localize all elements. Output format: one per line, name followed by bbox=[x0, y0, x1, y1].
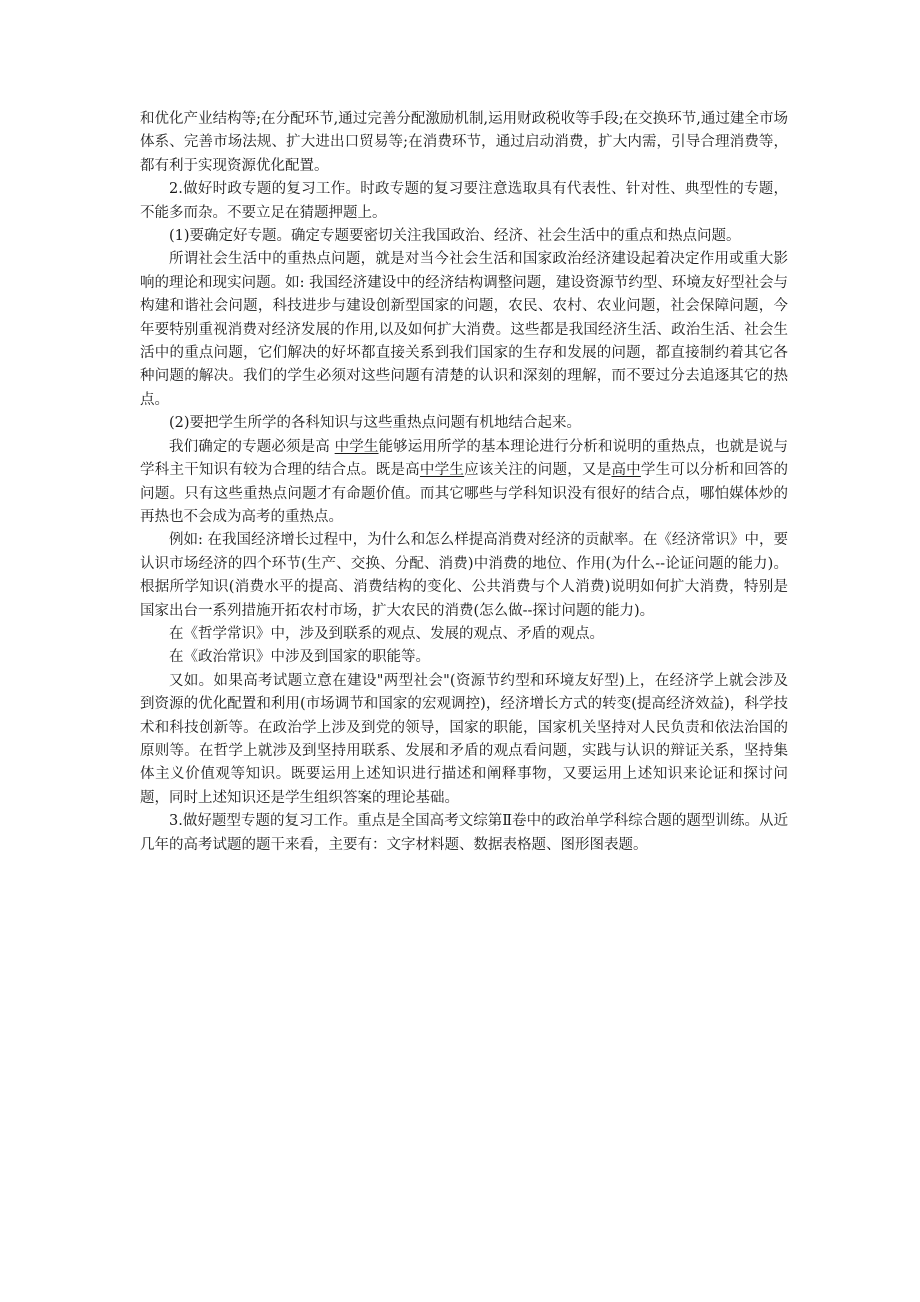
text-segment: 所谓社会生活中的重热点问题，就是对当今社会生活和国家政治经济建设起着决定作用或重大影响的理论和现实问题。如: 我国经济建设中的经济结构调整问题，建设资源节约型、环境友好型社会与构建和谐社会问题，科技进步与建设创新型国家的问题，农民、农村、农业问题，社会保障问题，今年要特别重视消费对经济发展的作用,以及如何扩大消费。这些都是我国经济生活、政治生活、社会生活中的重点问题，它们解决的好坏都直接关系到我们国家的生存和发展的问题，都直接制约着其它各种问题的解决。我们的学生必须对这些问题有清楚的认识和深刻的理解，而不要过分去追逐其它的热点。 bbox=[140, 251, 788, 408]
paragraph bbox=[140, 412, 788, 435]
text-segment: 例如: 在我国经济增长过程中，为什么和怎么样提高消费对经济的贡献率。在《经济常识》中，要认识市场经济的四个环节(生产、交换、分配、消费)中消费的地位、作用(为什么--论证问题的能力)。根据所学知识(消费水平的提高、消费结构的变化、公共消费与个人消费)说明如何扩大消费，特别是国家出台一系列措施开拓农村市场，扩大农民的消费(怎么做--探讨问题的能力)。 bbox=[140, 532, 788, 619]
paragraph bbox=[140, 623, 788, 646]
paragraph bbox=[140, 670, 788, 810]
paragraph bbox=[140, 529, 788, 623]
text-segment: 3.做好题型专题的复习工作。重点是全国高考文综第Ⅱ卷中的政治单学科综合题的题型训练。从近几年的高考试题的题干来看，主要有：文字材料题、数据表格题、图形图表题。 bbox=[140, 813, 788, 853]
paragraph bbox=[140, 646, 788, 669]
text-segment: 和优化产业结构等;在分配环节,通过完善分配激励机制,运用财政税收等手段;在交换环节,通过建全市场体系、完善市场法规、扩大进出口贸易等;在消费环节，通过启动消费，扩大内需，引导合理消费等，都有利于实现资源优化配置。 bbox=[140, 111, 788, 174]
underlined-text: 高中 bbox=[611, 462, 641, 479]
text-segment: 学生可以分析和回答的问题。只有这些重热点问题才有命题价值。而其它哪些与学科知识没有很好的结合点，哪怕媒体炒的再热也不会成为高考的重热点。 bbox=[140, 462, 789, 525]
paragraph bbox=[140, 178, 788, 225]
paragraph bbox=[140, 225, 788, 248]
text-segment: 我们确定的专题必须是高 bbox=[169, 438, 335, 455]
underlined-text: 中学生 bbox=[334, 438, 379, 455]
paragraph bbox=[140, 108, 788, 178]
document-body bbox=[140, 108, 788, 857]
paragraph bbox=[140, 248, 788, 412]
text-segment: (2)要把学生所学的各科知识与这些重热点问题有机地结合起来。 bbox=[169, 415, 582, 432]
text-segment: 应该关注的问题，又是 bbox=[464, 462, 612, 479]
text-segment: 在《哲学常识》中，涉及到联系的观点、发展的观点、矛盾的观点。 bbox=[169, 625, 604, 642]
paragraph bbox=[140, 810, 788, 857]
paragraph bbox=[140, 436, 788, 530]
underlined-text: 中学生 bbox=[419, 462, 465, 479]
text-segment: 又如。如果高考试题立意在建设"两型社会"(资源节约型和环境友好型)上，在经济学上就会涉及到资源的优化配置和利用(市场调节和国家的宏观调控)，经济增长方式的转变(提高经济效益)，科学技术和科技创新等。在政治学上涉及到党的领导，国家的职能，国家机关坚持对人民负责和依法治国的原则等。在哲学上就涉及到坚持用联系、发展和矛盾的观点看问题，实践与认识的辩证关系，坚持集体主义价值观等知识。既要运用上述知识进行描述和阐释事物，又要运用上述知识来论证和探讨问题，同时上述知识还是学生组织答案的理论基础。 bbox=[140, 672, 788, 806]
text-segment: 在《政治常识》中涉及到国家的职能等。 bbox=[169, 649, 430, 666]
text-segment: (1)要确定好专题。确定专题要密切关注我国政治、经济、社会生活中的重点和热点问题。 bbox=[169, 228, 741, 245]
text-segment: 能够运用所学的基本理论进行分析和说明的重热点，也就是说与学科主干知识有较为合理的结合点。既是高 bbox=[140, 438, 789, 479]
text-segment: 2.做好时政专题的复习工作。时政专题的复习要注意选取具有代表性、针对性、典型性的专题，不能多而杂。不要立足在猜题押题上。 bbox=[140, 181, 788, 221]
